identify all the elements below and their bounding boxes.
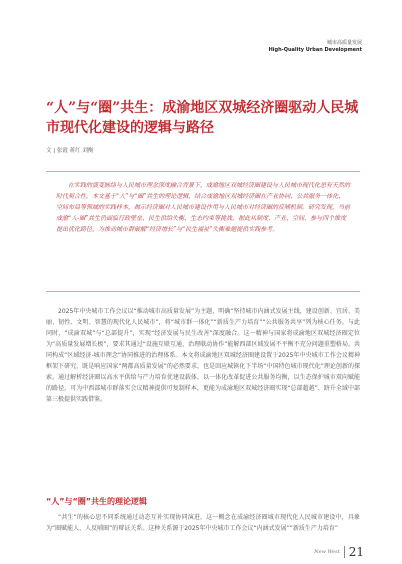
section-paragraph: “共生”的核心思不同系统通过动态互补实现协同演进，这一概念在成渝经济圈城市现代化人民城市建设中，具象为“圈赋能人、人反哺圈”的辩证关系。这种关系源于2025年中央城市工作会议“内涵式发展”“新质生产力培育” <box>46 514 360 532</box>
abstract-text: 在实践的演变脉络与人民城市理念深度融合背景下，成渝地区双城经济圈建设与人民城市现代化思有天然的时代契合性。本文基于“人”与“圈”共生的理论逻辑，结合成渝地区双城经济圈在产业协同、公共服务一体化、空间布局等领域的实践样本，揭示经济圈对人民城市建设作用与人民城市对经济圈的反哺机制。研究发现，当前成渝“人-圈”共生仍面临行政壁垒、民生供给失衡、生态约束等挑战，据此从制度、产业、空间、参与四个维度提出优化路径，为推动城市群破解“经济增长”与“民生福祉”失衡难题提供实践参考。 <box>56 182 351 233</box>
article-byline: 文 | 张霞 蒋红 刘衡 <box>46 148 94 154</box>
section-heading: “人”与“圈”共生的理论逻辑 <box>46 497 148 506</box>
magazine-name: New West <box>314 549 340 555</box>
column-title-en: High-Quality Urban Development <box>268 47 362 53</box>
article-title: “人”与“圈”共生：成渝地区双城经济圈驱动人民城市现代化建设的逻辑与路径 <box>46 100 359 136</box>
abstract-box <box>46 171 360 292</box>
page-number: 21 <box>348 545 364 559</box>
column-title-cn: 城市高质量发展 <box>326 40 362 46</box>
article-body <box>46 306 360 405</box>
footer-divider <box>344 546 345 558</box>
section-body <box>46 512 360 534</box>
body-paragraph: 2025年中央城市工作会议以“推动城市高质量发展”为主题，明确“坚持城市内涵式发展主线，建设创新、宜居、美丽、韧性、文明、智慧的现代化人民城市”，将“城市群一体化”“新质生产力培育”“公共服务共享”列为核心任务。与此同时，“成渝双城”与“总部提升”，实现“经济发展与民生改善”深度融合。这一精神与国家将成渝地区双城经济圈定位为“高质量发展增长极”，要求其通过“设施互联互通、治理联动协作”能解西部区域发展不平衡不充分问题重塑格局，共同构成“区域经济-城市理念”协同推进的治理体系。本文将成渝地区双城经济圈建设置于2025年中央城市工作会议精神框架下研究，既是响应国家“两都高质量发展”的必然要求，也是回应城镇化下半场“中国特色城市现代化”理论创新的探索。通过解析经济圈以高水平供给与产力培育优建设载体，以一体化改革促进公共服务均衡，以生态保护城市双向赋能的路径，可为中西部城市群落实会议精神提供可复制样本，更能为成渝地区双城经济圈实现“总部超越”、跻升全域中部第三极提供实践借鉴。 <box>46 308 360 403</box>
column-header <box>269 40 362 54</box>
page-footer <box>314 545 364 559</box>
